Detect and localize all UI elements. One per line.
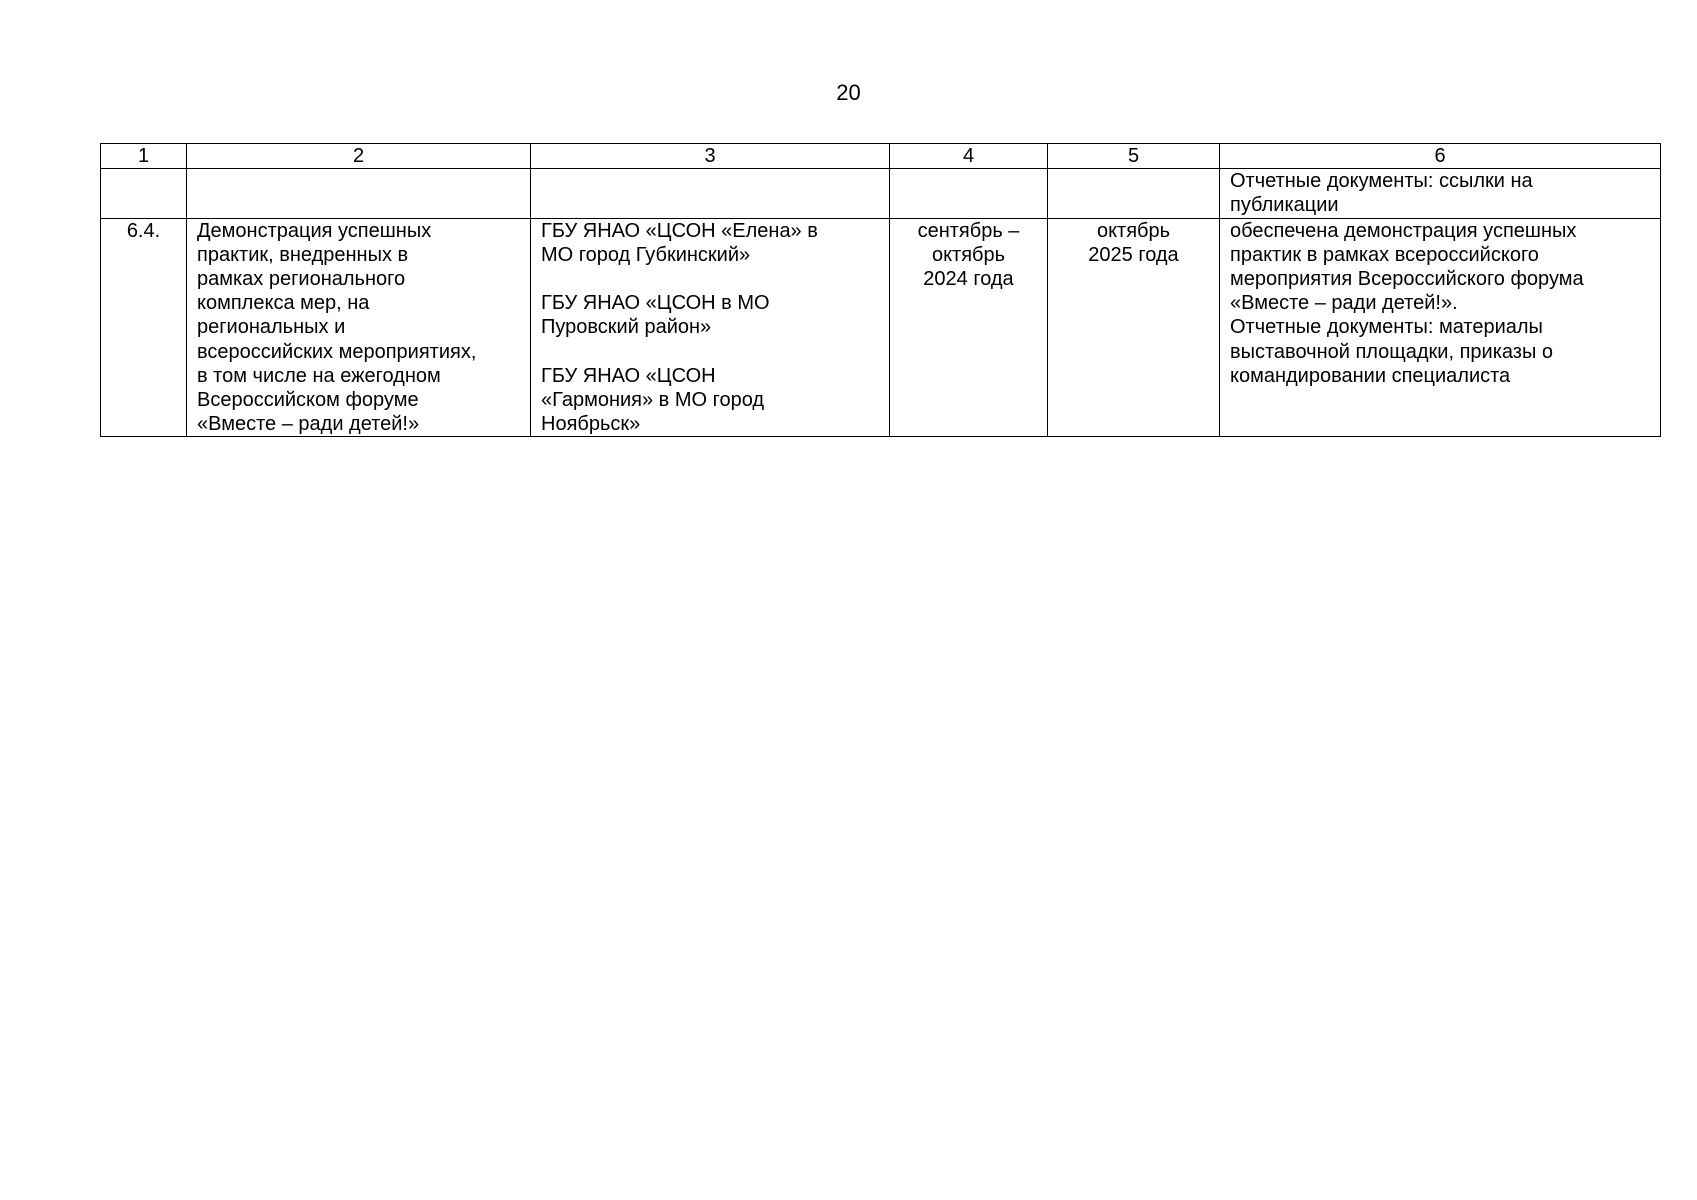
end-date-cell (1048, 218, 1220, 437)
text-line: комплекса мер, на (197, 292, 370, 315)
table-header-row (101, 144, 1661, 169)
text-line: публикации (1230, 194, 1339, 217)
plan-table (100, 143, 1661, 437)
text-line: обеспечена демонстрация успешных (1230, 219, 1577, 242)
text-line: Демонстрация успешных (197, 219, 432, 242)
text-line: сентябрь – (917, 219, 1020, 242)
text-line: мероприятия Всероссийского форума (1230, 268, 1584, 291)
blank-line (541, 267, 879, 291)
text-line: командировании специалиста (1230, 364, 1511, 387)
empty-cell (531, 169, 890, 218)
item-number-cell (101, 218, 187, 437)
text-line: октябрь (931, 243, 1006, 266)
column-number-4: 4 (890, 144, 1048, 169)
column-number-2: 2 (187, 144, 531, 169)
empty-cell (187, 169, 531, 218)
text-line: Отчетные документы: материалы (1230, 316, 1543, 339)
empty-cell (1048, 169, 1220, 218)
text-line: Всероссийском форуме (197, 389, 419, 412)
executor-entry (541, 291, 879, 339)
text-line: всероссийских мероприятиях, (197, 340, 477, 363)
text-line: МО город Губкинский» (541, 243, 751, 266)
column-number-1: 1 (101, 144, 187, 169)
blank-line (541, 340, 879, 364)
text-line: выставочной площадки, приказы о (1230, 340, 1554, 363)
empty-cell (890, 169, 1048, 218)
page-number: 20 (836, 80, 861, 105)
item-number: 6.4. (126, 219, 161, 242)
text-line: ГБУ ЯНАО «ЦСОН в МО (541, 292, 770, 315)
text-line: 2025 года (1088, 243, 1179, 266)
text-line: рамках регионального (197, 268, 406, 291)
text-line: практик в рамках всероссийского (1230, 243, 1539, 266)
executors-cell (531, 218, 890, 437)
text-line: Ноябрьск» (541, 413, 641, 436)
column-number-5: 5 (1048, 144, 1220, 169)
text-line: «Вместе – ради детей!» (197, 413, 420, 436)
text-line: ГБУ ЯНАО «ЦСОН (541, 364, 716, 387)
reporting-documents-cell (1220, 169, 1661, 218)
text-line: октябрь (1096, 219, 1171, 242)
text-line: «Вместе – ради детей!». (1230, 292, 1458, 315)
executor-entry (541, 364, 879, 437)
column-number-3: 3 (531, 144, 890, 169)
executor-entry (541, 219, 879, 267)
text-line: Отчетные документы: ссылки на (1230, 170, 1533, 193)
text-line: региональных и (197, 316, 346, 339)
text-line: 2024 года (923, 268, 1014, 291)
empty-cell (101, 169, 187, 218)
text-line: ГБУ ЯНАО «ЦСОН «Елена» в (541, 219, 818, 242)
table-row-6-4 (101, 218, 1661, 437)
start-date-cell (890, 218, 1048, 437)
text-line: «Гармония» в МО город (541, 389, 765, 411)
description-cell (187, 218, 531, 437)
text-line: в том числе на ежегодном (197, 364, 441, 387)
column-number-6: 6 (1220, 144, 1661, 169)
text-line: Пуровский район» (541, 316, 712, 339)
text-line: практик, внедренных в (197, 243, 409, 266)
result-cell (1220, 218, 1661, 437)
table-row-continuation (101, 169, 1661, 218)
